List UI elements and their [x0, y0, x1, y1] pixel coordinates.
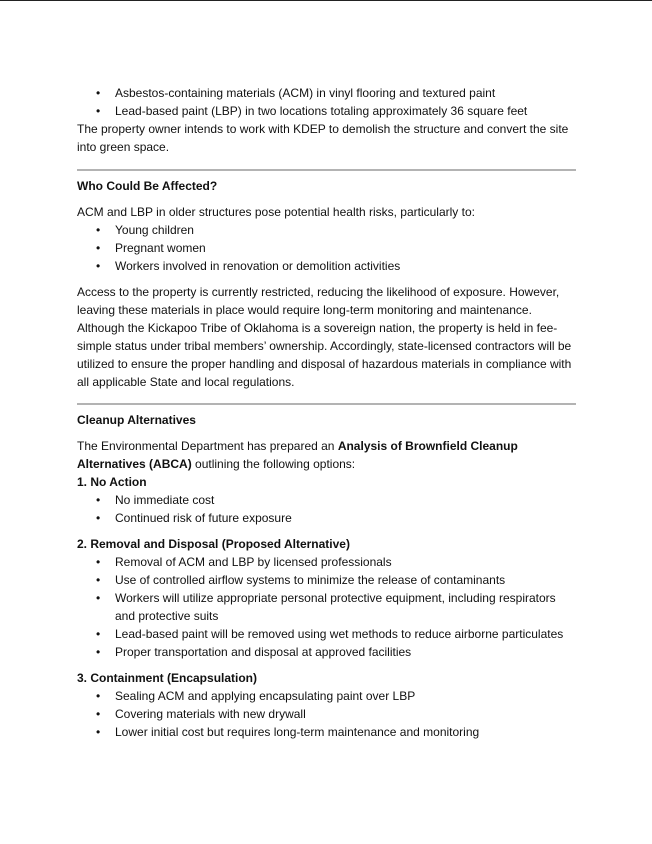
- affected-heading: Who Could Be Affected?: [77, 179, 218, 193]
- list-item: • Lead-based paint (LBP) in two locations totaling approximately 36 square feet: [77, 102, 576, 120]
- option-list: [77, 491, 576, 527]
- cleanup-intro-text: The Environmental Department has prepared an: [77, 439, 338, 453]
- option-title: 2. Removal and Disposal (Proposed Alternative): [77, 537, 350, 551]
- list-item: • Covering materials with new drywall: [77, 705, 576, 723]
- list-item: • Young children: [77, 221, 576, 239]
- list-item: • Lead-based paint will be removed using wet methods to reduce airborne particulates: [77, 625, 576, 643]
- affected-groups-list: [77, 221, 576, 275]
- list-item: • Asbestos-containing materials (ACM) in vinyl flooring and textured paint: [77, 84, 576, 102]
- list-item: • Workers will utilize appropriate personal protective equipment, including respirators and protective suits: [77, 589, 576, 625]
- cleanup-intro-text: outlining the following options:: [191, 457, 356, 471]
- intro-paragraph: The property owner intends to work with KDEP to demolish the structure and convert the site into green space.: [77, 122, 569, 154]
- cleanup-intro: [77, 437, 576, 473]
- list-item: • Proper transportation and disposal at approved facilities: [77, 643, 576, 661]
- list-item: • Removal of ACM and LBP by licensed professionals: [77, 553, 576, 571]
- section-divider: [77, 403, 576, 405]
- list-item: • Use of controlled airflow systems to minimize the release of contaminants: [77, 571, 576, 589]
- option-list: [77, 553, 576, 661]
- list-item: • No immediate cost: [77, 491, 576, 509]
- list-item: • Continued risk of future exposure: [77, 509, 576, 527]
- option-title: 1. No Action: [77, 475, 147, 489]
- list-item: • Sealing ACM and applying encapsulating paint over LBP: [77, 687, 576, 705]
- access-paragraph: Access to the property is currently restricted, reducing the likelihood of exposure. However, leaving these materials in place would require long-term monitoring and maintenance. Although the Kickapoo Tribe of Oklahoma is a sovereign nation, the property is held in fee-simple status under tribal members’ ownership. Accordingly, state-licensed contractors will be utilized to ensure the proper handling and disposal of hazardous materials in compliance with all applicable State and local regulations.: [77, 285, 572, 389]
- section-divider: [77, 169, 576, 171]
- page-top-border: [0, 0, 652, 1]
- cleanup-heading: Cleanup Alternatives: [77, 413, 196, 427]
- list-item: • Pregnant women: [77, 239, 576, 257]
- list-item: • Lower initial cost but requires long-term maintenance and monitoring: [77, 723, 576, 741]
- list-item: • Workers involved in renovation or demolition activities: [77, 257, 576, 275]
- option-title: 3. Containment (Encapsulation): [77, 671, 258, 685]
- document-page: [77, 84, 576, 741]
- affected-lead: ACM and LBP in older structures pose potential health risks, particularly to:: [77, 205, 475, 219]
- option-list: [77, 687, 576, 741]
- abca-title: Analysis of Brownfield Cleanup Alternatives (ABCA): [77, 439, 518, 471]
- materials-list: [77, 84, 576, 120]
